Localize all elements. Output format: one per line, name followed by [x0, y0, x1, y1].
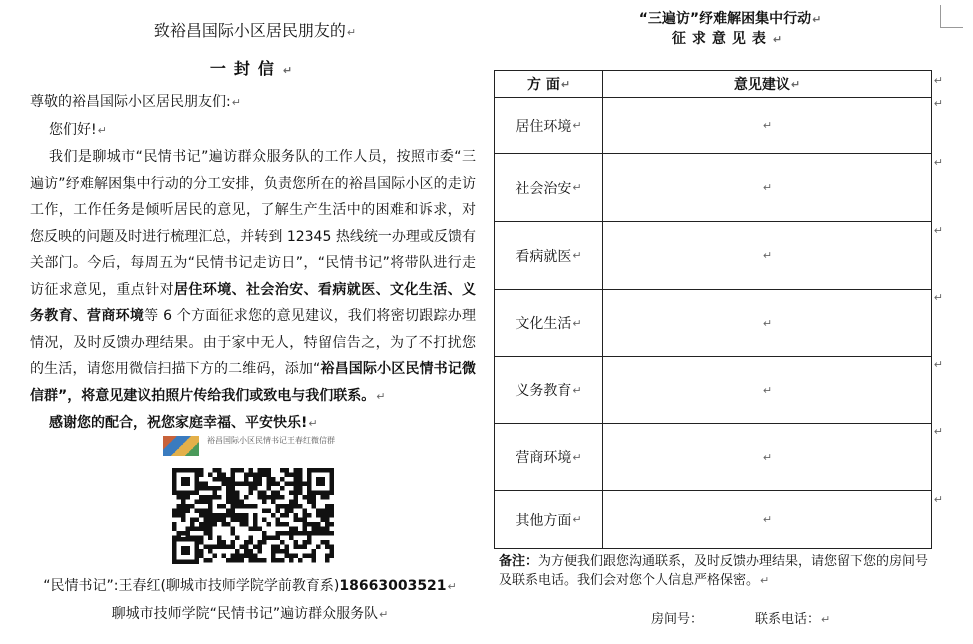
table-row: 看病就医 ↵ ↵: [495, 222, 931, 290]
row-end-mark: ↵: [933, 156, 943, 169]
form-subtitle: 征求意见表↵: [671, 31, 789, 47]
row-label: 社会治安: [515, 180, 572, 197]
letter-title: 致裕昌国际小区居民朋友的↵: [153, 21, 357, 40]
contact-fields: 房间号： 联系电话：↵: [651, 612, 831, 627]
wechat-group-name: 裕昌国际小区民情书记王春红微信群: [207, 436, 335, 445]
row-label: 看病就医: [515, 248, 572, 265]
letter-subtitle: 一封信↵: [209, 59, 301, 78]
opinion-cell[interactable]: ↵: [762, 316, 773, 330]
table-row: 文化生活 ↵ ↵: [495, 290, 931, 357]
table-row: 营商环境 ↵ ↵: [495, 424, 931, 491]
table-row: 义务教育 ↵ ↵: [495, 357, 931, 424]
opinion-cell[interactable]: ↵: [762, 181, 773, 194]
room-number-label: 房间号：: [651, 612, 704, 627]
focus-areas: 居住环境、社会治安、看病就医、文化生活、义务教育、营商环境: [30, 281, 476, 324]
salutation: 尊敬的裕昌国际小区居民朋友们:↵: [30, 94, 241, 110]
opinion-cell[interactable]: ↵: [762, 513, 773, 526]
row-end-mark: ↵: [933, 74, 943, 87]
row-label: 营商环境: [515, 450, 572, 466]
form-title: “三遍访”纾难解困集中行动↵: [638, 11, 822, 27]
opinion-cell[interactable]: ↵: [762, 450, 773, 464]
thanks-line: 感谢您的配合，祝您家庭幸福、平安快乐!↵: [49, 415, 318, 431]
table-row: 其他方面 ↵ ↵: [495, 491, 931, 548]
form-note: 备注：为方便我们跟您沟通联系，及时反馈办理结果，请您留下您的房间号及联系电话。我们会对您个人信息严格保密。↵: [499, 554, 929, 588]
opinion-cell[interactable]: ↵: [762, 249, 773, 262]
team-signature: 聊城市技师学院“民情书记”遍访群众服务队↵: [111, 606, 389, 622]
row-label: 义务教育: [515, 383, 572, 399]
row-end-mark: ↵: [933, 224, 943, 237]
row-end-mark: ↵: [933, 358, 943, 371]
header-opinion: 意见建议 ↵: [733, 77, 801, 93]
wechat-group-card: [163, 436, 343, 460]
table-row: 居住环境 ↵ ↵: [495, 98, 931, 154]
page-corner-mark: [940, 5, 963, 28]
table-header-row: [495, 71, 931, 98]
row-end-mark: ↵: [933, 493, 943, 506]
qr-code: [172, 466, 334, 564]
phone-label: 联系电话：: [755, 612, 821, 627]
contact-phone: 18663003521: [339, 578, 447, 594]
greeting: 您们好!↵: [49, 121, 107, 138]
table-row: 社会治安 ↵ ↵: [495, 154, 931, 222]
row-end-mark: ↵: [933, 97, 943, 110]
opinion-table: [494, 70, 932, 549]
row-end-mark: ↵: [933, 425, 943, 438]
opinion-cell[interactable]: ↵: [762, 383, 773, 397]
wechat-group-mention: 裕昌国际小区民情书记微信群”，将意见建议拍照片传给我们或致电与我们联系。: [30, 361, 476, 404]
letter-body: [30, 89, 476, 438]
header-category: 方 面 ↵: [495, 71, 603, 97]
opinion-cell[interactable]: ↵: [762, 119, 773, 132]
letter-paragraph: 我们是聊城市“民情书记”遍访群众服务队的工作人员，按照市委“三遍访”纾难解困集中行动的分工安排，负责您所在的裕昌国际小区的走访工作，工作任务是倾听居民的意见，了解生产生活中的困难和诉求，对您反映的问题及时进行梳理汇总，并转到 12345 热线统一办理或反馈有关部门。今后，每周五为“民情书记走访日”，“民情书记”将带队进行走访征求意见，重点针对居住环境、社会治安、看病就医、文化生活、义务教育、营商环境等 6 个方面征求您的意见建议，我们将密切跟踪办理情况，及时反馈办理结果。由于家中无人，特留信告之，为了不打扰您的生活，请您用微信扫描下方的二维码，添加“裕昌国际小区民情书记微信群”，将意见建议拍照片传给我们或致电与我们联系。↵: [30, 149, 477, 404]
group-avatar-icon: [163, 436, 199, 456]
row-label: 文化生活: [515, 316, 572, 332]
row-label: 居住环境: [515, 118, 572, 135]
row-end-mark: ↵: [933, 291, 943, 304]
contact-line: “民情书记”:王春红(聊城市技师学院学前教育系)18663003521↵: [43, 578, 457, 594]
row-label: 其他方面: [515, 512, 572, 529]
